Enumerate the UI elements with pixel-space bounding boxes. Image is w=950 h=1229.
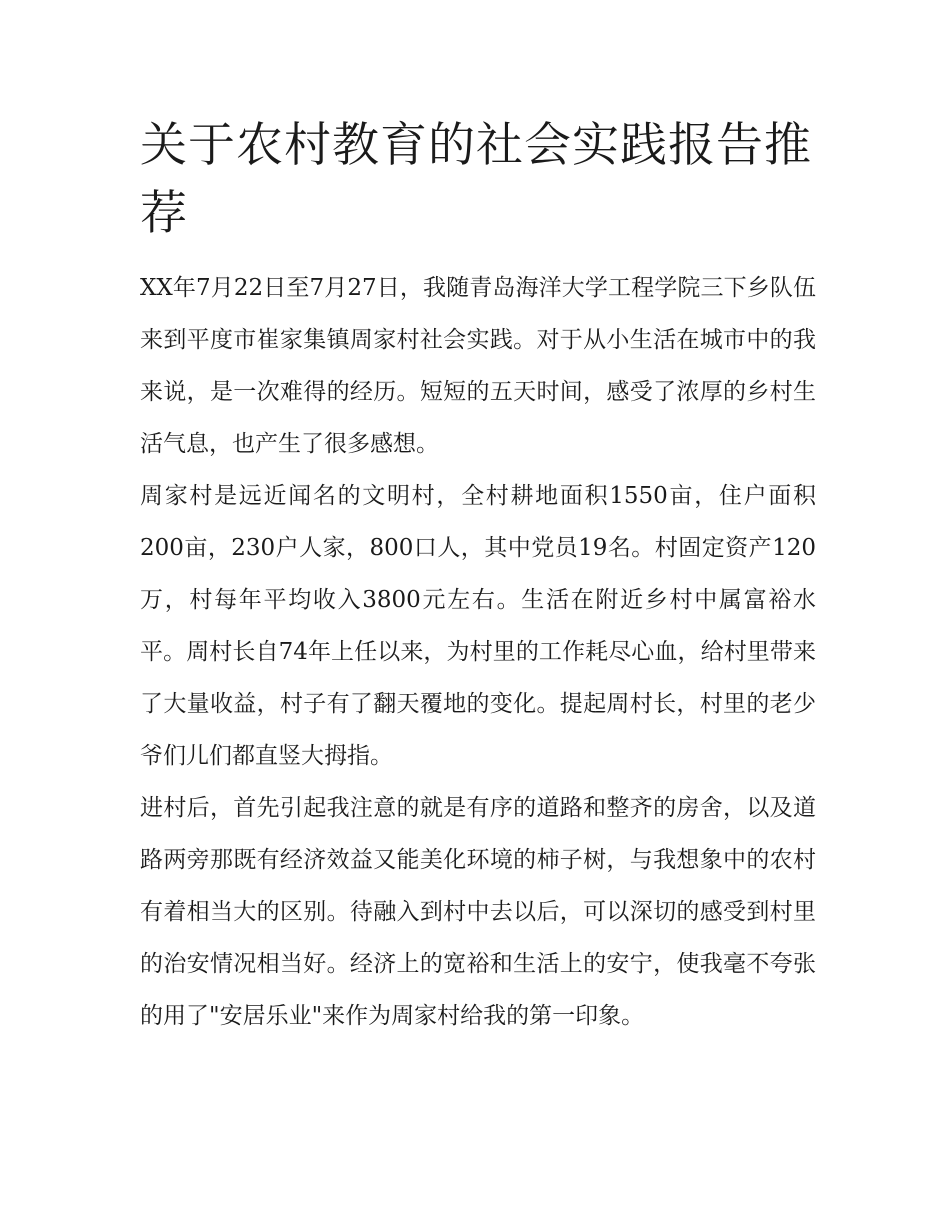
- page-title: 关于农村教育的社会实践报告推荐: [140, 118, 812, 241]
- document-body: [140, 112, 816, 1042]
- paragraph-intro: XX年7月22日至7月27日，我随青岛海洋大学工程学院三下乡队伍来到平度市崔家集镇周家村社会实践。对于从小生活在城市中的我来说，是一次难得的经历。短短的五天时间，感受了浓厚的乡村生活气息，也产生了很多感想。: [140, 275, 816, 457]
- paragraph-first-impression: 进村后，首先引起我注意的就是有序的道路和整齐的房舍，以及道路两旁那既有经济效益又能美化环境的柿子树，与我想象中的农村有着相当大的区别。待融入到村中去以后，可以深切的感受到村里的治安情况相当好。经济上的宽裕和生活上的安宁，使我毫不夸张的用了"安居乐业"来作为周家村给我的第一印象。: [140, 795, 816, 1029]
- paragraph-village-facts: 周家村是远近闻名的文明村，全村耕地面积1550亩，住户面积200亩，230户人家，800口人，其中党员19名。村固定资产120万，村每年平均收入3800元左右。生活在附近乡村中属富裕水平。周村长自74年上任以来，为村里的工作耗尽心血，给村里带来了大量收益，村子有了翻天覆地的变化。提起周村长，村里的老少爷们儿们都直竖大拇指。: [140, 483, 816, 769]
